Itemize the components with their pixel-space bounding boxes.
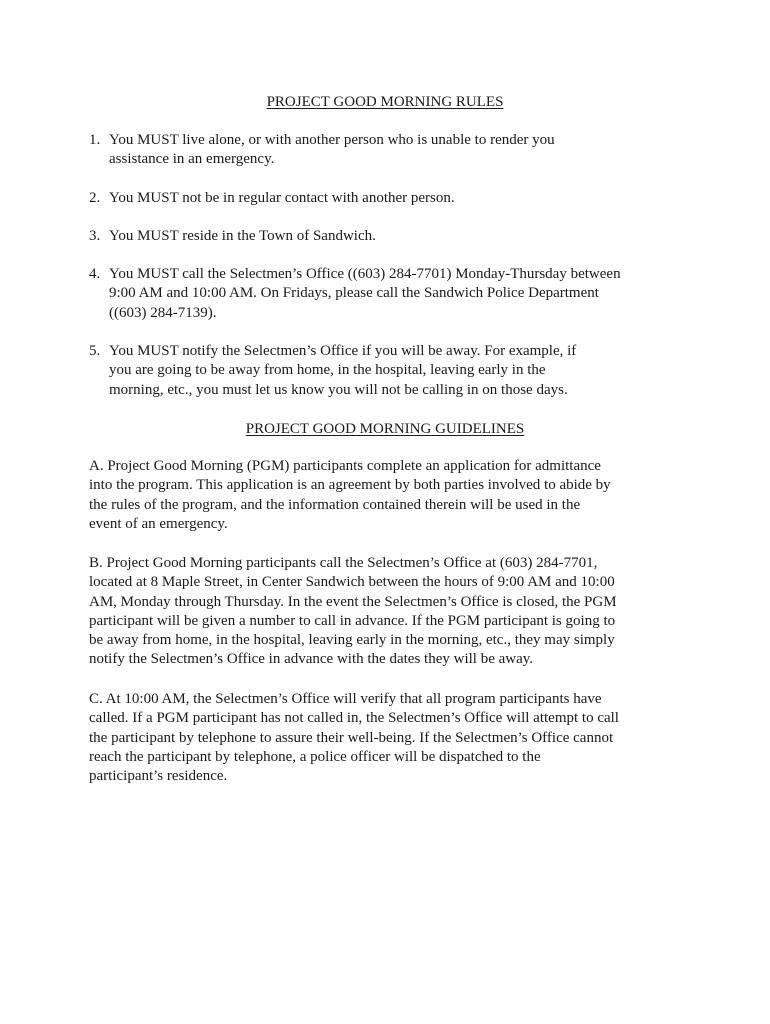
rule-item-2	[89, 189, 679, 208]
rule-number: 1.	[89, 132, 101, 148]
rules-heading: PROJECT GOOD MORNING RULES	[266, 94, 504, 110]
rules-list	[89, 131, 679, 400]
rule-item-5	[89, 342, 679, 400]
rule-number: 2.	[89, 189, 101, 206]
rule-text: You MUST live alone, or with another person who is unable to render you assistance in an emergency.	[109, 132, 555, 168]
rule-item-4	[89, 265, 679, 323]
rule-text: You MUST notify the Selectmen’s Office if you will be away. For example, if you are going to be away from home, in the hospital, leaving early in the morning, etc., you must let us know you will not be calling in on those days.	[109, 343, 577, 398]
rule-item-1	[89, 131, 679, 170]
rule-item-3	[89, 227, 679, 246]
rule-text: You MUST call the Selectmen’s Office ((603) 284-7701) Monday-Thursday between 9:00 AM and 10:00 AM. On Fridays, please call the Sandwich Police Department ((603) 284-7139).	[109, 266, 621, 321]
rule-number: 3.	[89, 227, 101, 244]
guideline-paragraph-b: B. Project Good Morning participants call the Selectmen’s Office at (603) 284-7701, located at 8 Maple Street, in Center Sandwich between the hours of 9:00 AM and 10:00 AM, Monday through Thursday. In the event the Selectmen’s Office is closed, the PGM participant will be given a number to call in advance. If the PGM participant is going to be away from home, in the hospital, leaving early in the morning, etc., they may simply notify the Selectmen’s Office in advance with the dates they will be away.	[89, 555, 617, 668]
rule-number: 5.	[89, 343, 101, 360]
rule-text: You MUST reside in the Town of Sandwich.	[109, 227, 376, 244]
guidelines-heading: PROJECT GOOD MORNING GUIDELINES	[245, 421, 525, 437]
guideline-paragraph-a: A. Project Good Morning (PGM) participants complete an application for admittance into the program. This application is an agreement by both parties involved to abide by the rules of the program, and the information contained therein will be used in the event of an emergency.	[89, 458, 611, 532]
rule-text: You MUST not be in regular contact with another person.	[109, 189, 455, 206]
guideline-paragraph-c: C. At 10:00 AM, the Selectmen’s Office will verify that all program participants have called. If a PGM participant has not called in, the Selectmen’s Office will attempt to call the participant by telephone to assure their well-being. If the Selectmen’s Office cannot reach the participant by telephone, a police officer will be dispatched to the participant’s residence.	[89, 691, 619, 785]
rule-number: 4.	[89, 266, 101, 283]
